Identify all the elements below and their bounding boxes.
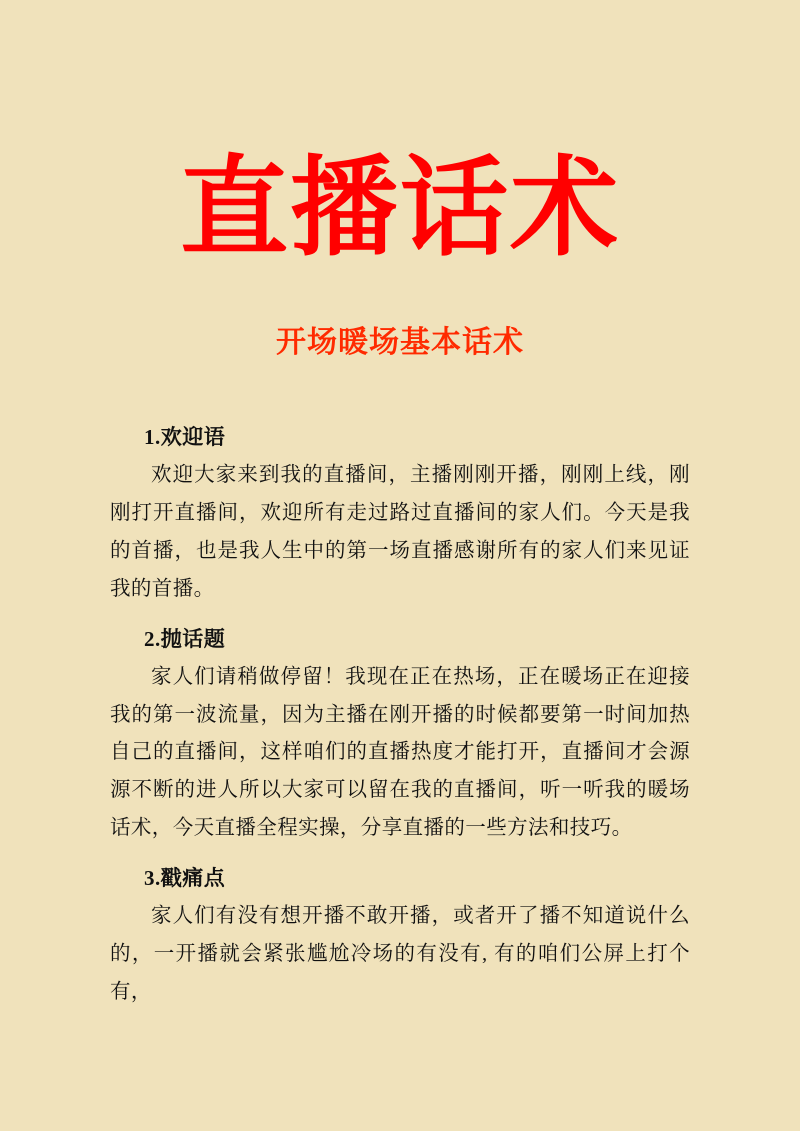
- section-paragraph-3: 家人们有没有想开播不敢开播，或者开了播不知道说什么的，一开播就会紧张尴尬冷场的有没有, 有的咱们公屏上打个有，: [110, 905, 690, 1004]
- section-heading-1: 1.欢迎语: [144, 424, 226, 449]
- section-paragraph-2: 家人们请稍做停留！我现在正在热场，正在暖场正在迎接我的第一波流量，因为主播在刚开播的时候都要第一时间加热自己的直播间，这样咱们的直播热度才能打开，直播间才会源源不断的进人所以大家可以留在我的直播间，听一听我的暖场话术，今天直播全程实操，分享直播的一些方法和技巧。: [110, 665, 690, 840]
- section-heading-2: 2.抛话题: [144, 626, 226, 651]
- page-subtitle: 开场暖场基本话术: [276, 325, 524, 359]
- section-heading-3: 3.戳痛点: [144, 866, 226, 891]
- document-body: [110, 361, 690, 1012]
- page-title: 直播话术: [179, 150, 620, 269]
- section-paragraph-1: 欢迎大家来到我的直播间，主播刚刚开播，刚刚上线，刚刚打开直播间，欢迎所有走过路过直播间的家人们。今天是我的首播，也是我人生中的第一场直播感谢所有的家人们来见证我的首播。: [110, 463, 690, 600]
